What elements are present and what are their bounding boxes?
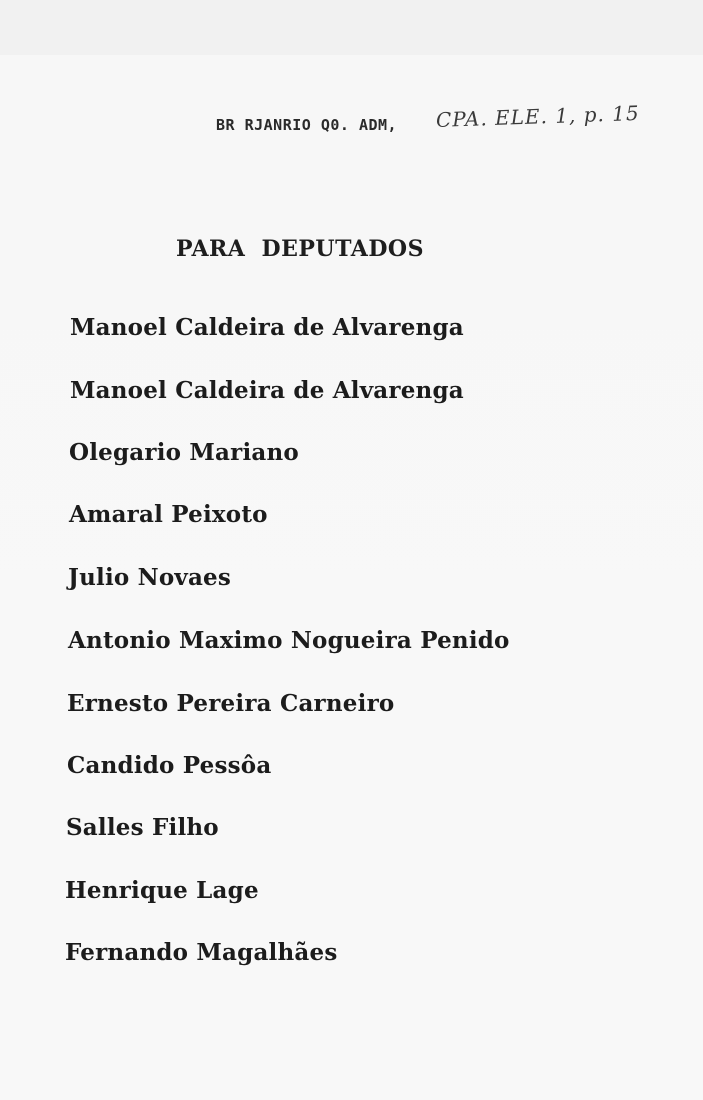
- candidate-name: Julio Novaes: [68, 564, 232, 591]
- archive-reference-stamp: BR RJANRIO Q0. ADM,: [216, 116, 398, 134]
- page-heading: PARA DEPUTADOS: [176, 236, 424, 262]
- candidate-name: Fernando Magalhães: [65, 939, 338, 966]
- candidate-name: Ernesto Pereira Carneiro: [67, 690, 395, 717]
- candidate-name: Henrique Lage: [65, 877, 259, 904]
- candidate-name: Candido Pessôa: [67, 752, 272, 779]
- candidate-name: Olegario Mariano: [69, 439, 299, 466]
- handwritten-annotation: CPA. ELE. 1, p. 15: [435, 100, 640, 132]
- candidate-name: Amaral Peixoto: [69, 501, 268, 528]
- candidate-name: Antonio Maximo Nogueira Penido: [68, 627, 510, 654]
- candidate-name: Manoel Caldeira de Alvarenga: [70, 314, 464, 341]
- candidate-name: Manoel Caldeira de Alvarenga: [70, 377, 464, 404]
- candidate-name: Salles Filho: [66, 814, 219, 841]
